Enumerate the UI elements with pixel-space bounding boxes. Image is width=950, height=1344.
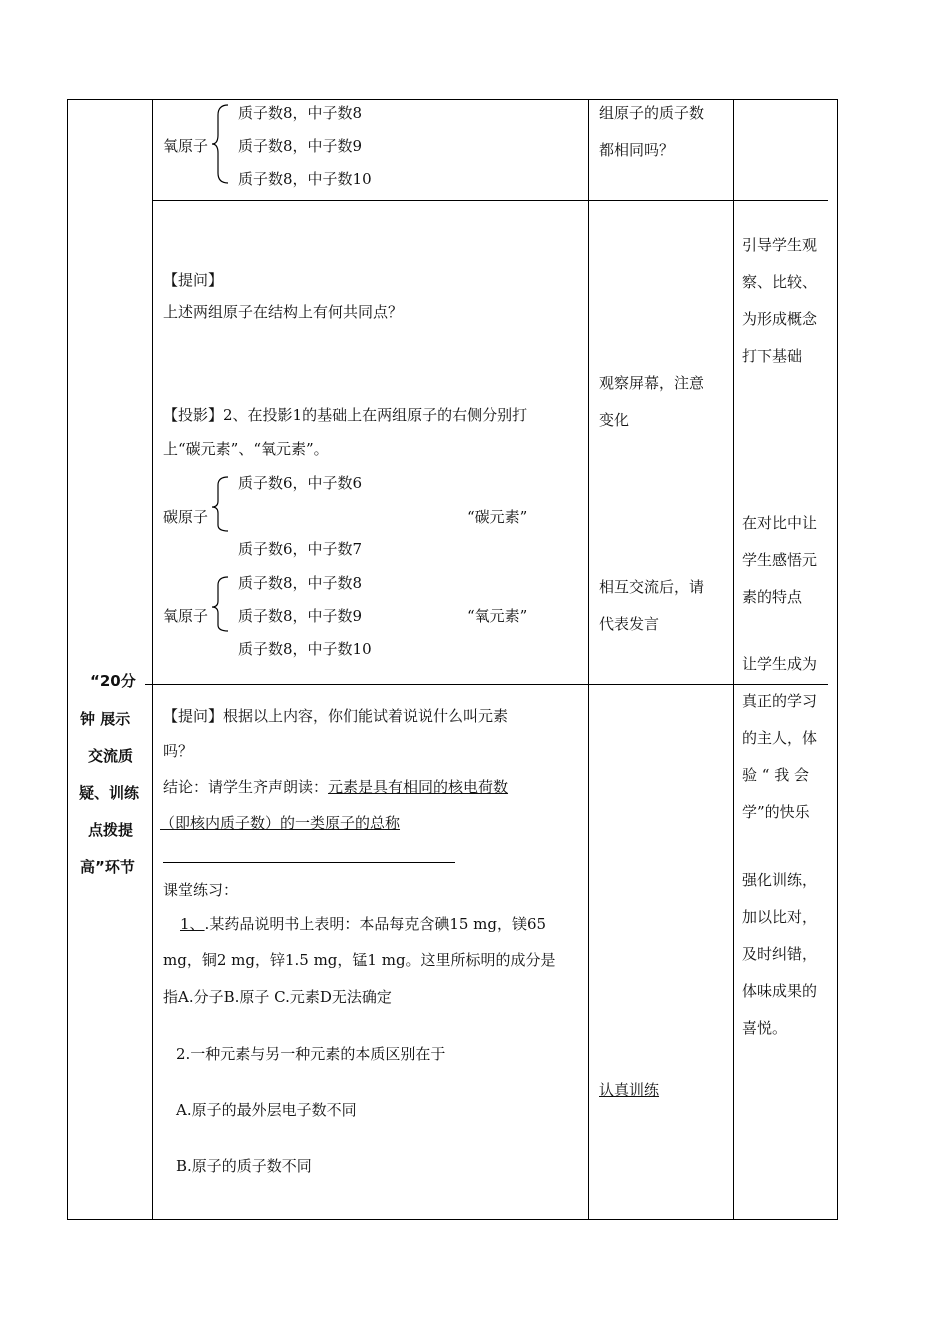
row3-q2-option-b: B.原子的质子数不同 xyxy=(176,1157,312,1175)
row-divider-1 xyxy=(152,200,828,201)
row2-oxygen-label: 氧原子 xyxy=(163,607,209,625)
row1-oxygen-item-3: 质子数8，中子数10 xyxy=(238,170,372,188)
design-intent-a-line-4: 打下基础 xyxy=(742,347,803,365)
row3-q2-option-a: A.原子的最外层电子数不同 xyxy=(176,1101,357,1119)
column-divider-2 xyxy=(588,99,589,1220)
row2-student-observe-1: 观察屏幕，注意 xyxy=(599,374,705,392)
column-divider-1 xyxy=(152,99,153,1220)
row3-conclusion xyxy=(163,777,508,797)
table-border-top xyxy=(67,99,838,100)
row3-practice-title: 课堂练习： xyxy=(163,881,239,899)
row3-answer-rule xyxy=(163,862,455,863)
row2-carbon-brace xyxy=(212,475,232,535)
row3-q1-number: 1、 xyxy=(180,915,205,933)
row2-oxygen-element: “氧元素” xyxy=(467,607,528,625)
stage-label-line-4: 疑、训练 xyxy=(79,784,140,802)
design-intent-d-line-4: 体味成果的 xyxy=(742,982,818,1000)
row2-question-text: 上述两组原子在结构上有何共同点？ xyxy=(163,303,404,321)
stage-label-line-5: 点拨提 xyxy=(88,821,134,839)
row1-oxygen-item-1: 质子数8，中子数8 xyxy=(238,104,363,122)
row3-student-train: 认真训练 xyxy=(599,1081,660,1099)
design-intent-a-line-1: 引导学生观 xyxy=(742,236,818,254)
design-intent-d-line-1: 强化训练， xyxy=(742,871,818,889)
row-divider-2 xyxy=(145,684,828,685)
column-divider-3 xyxy=(733,99,734,1220)
design-intent-b-line-1: 在对比中让 xyxy=(742,514,818,532)
stage-label-line-1: “20分 xyxy=(90,672,136,690)
row3-conclusion-definition-1: 元素是具有相同的核电荷数 xyxy=(328,778,509,796)
row3-q1-stem: .某药品说明书上表明：本品每克含碘15 mg，镁65 xyxy=(204,915,547,933)
row2-carbon-item-2: 质子数6，中子数7 xyxy=(238,540,363,558)
design-intent-b xyxy=(742,505,834,616)
row2-student-discuss-1: 相互交流后，请 xyxy=(599,578,705,596)
design-intent-d xyxy=(742,862,834,1047)
row2-question-tag: 【提问】 xyxy=(163,271,224,289)
design-intent-c-line-2: 真正的学习 xyxy=(742,692,818,710)
design-intent-d-line-3: 及时纠错， xyxy=(742,945,818,963)
table-border-left xyxy=(67,99,68,1220)
row2-carbon-item-1: 质子数6，中子数6 xyxy=(238,474,363,492)
row2-projection-line-1: 【投影】2、在投影1的基础上在两组原子的右侧分别打 xyxy=(163,406,528,424)
stage-label-line-3: 交流质 xyxy=(88,747,134,765)
design-intent-a-line-3: 为形成概念 xyxy=(742,310,818,328)
row3-question-line-2: 吗？ xyxy=(163,742,194,760)
row3-question-line-1: 【提问】根据以上内容，你们能试着说说什么叫元素 xyxy=(163,707,509,725)
design-intent-d-line-2: 加以比对， xyxy=(742,908,818,926)
stage-label-line-2: 钟 展示 xyxy=(80,710,131,728)
row1-oxygen-brace xyxy=(212,103,232,185)
design-intent-c-line-4: 验 “ 我 会 xyxy=(742,766,809,784)
row3-q1-line-3: 指A.分子B.原子 C.元素D无法确定 xyxy=(163,988,392,1006)
row3-q1-line-1 xyxy=(180,914,546,934)
design-intent-b-line-3: 素的特点 xyxy=(742,588,803,606)
row2-carbon-label: 碳原子 xyxy=(163,508,209,526)
design-intent-b-line-2: 学生感悟元 xyxy=(742,551,818,569)
design-intent-c-line-3: 的主人，体 xyxy=(742,729,818,747)
row2-oxygen-item-1: 质子数8，中子数8 xyxy=(238,574,363,592)
row2-oxygen-brace xyxy=(212,575,232,635)
row2-oxygen-item-3: 质子数8，中子数10 xyxy=(238,640,372,658)
table-border-right xyxy=(837,99,838,1220)
row2-student-discuss-2: 代表发言 xyxy=(599,615,660,633)
design-intent-c-line-1: 让学生成为 xyxy=(742,655,818,673)
design-intent-a xyxy=(742,227,834,375)
row3-conclusion-prefix: 结论：请学生齐声朗读： xyxy=(163,778,329,796)
row3-q2: 2.一种元素与另一种元素的本质区别在于 xyxy=(176,1045,446,1063)
row2-oxygen-item-2: 质子数8，中子数9 xyxy=(238,607,363,625)
design-intent-d-line-5: 喜悦。 xyxy=(742,1019,788,1037)
row2-projection-line-2: 上“碳元素”、“氧元素”。 xyxy=(163,440,329,458)
design-intent-c xyxy=(742,646,834,831)
row3-conclusion-definition-2: （即核内质子数）的一类原子的总称 xyxy=(160,814,401,832)
row3-q1-line-2: mg，铜2 mg，锌1.5 mg，锰1 mg。这里所标明的成分是 xyxy=(163,951,556,969)
row1-student-line-1: 组原子的质子数 xyxy=(599,104,705,122)
row2-carbon-element: “碳元素” xyxy=(467,508,528,526)
row1-oxygen-label: 氧原子 xyxy=(163,137,209,155)
design-intent-a-line-2: 察、比较、 xyxy=(742,273,818,291)
row1-student-line-2: 都相同吗？ xyxy=(599,141,675,159)
row2-student-observe-2: 变化 xyxy=(599,411,630,429)
row1-oxygen-item-2: 质子数8，中子数9 xyxy=(238,137,363,155)
design-intent-c-line-5: 学”的快乐 xyxy=(742,803,810,821)
stage-label-line-6: 高”环节 xyxy=(80,858,135,876)
table-border-bottom xyxy=(67,1219,838,1220)
